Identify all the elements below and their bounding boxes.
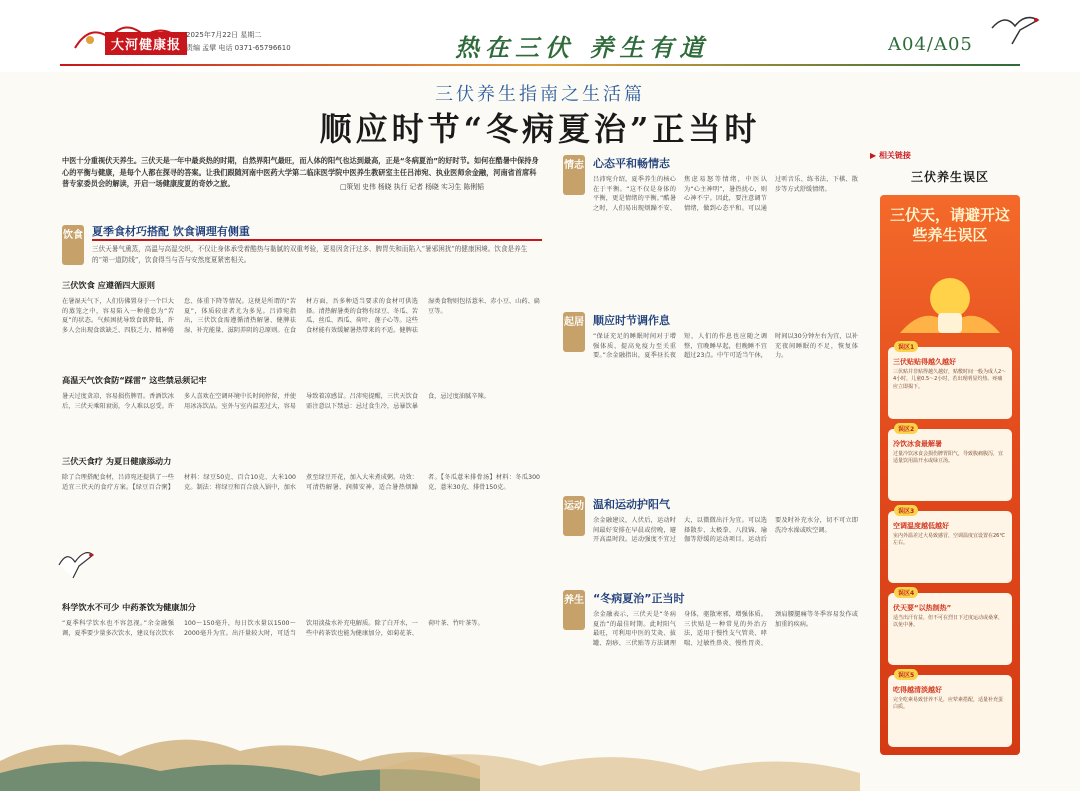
issue-date: 2025年7月22日 星期二	[186, 31, 262, 39]
health-text: 余金融表示，三伏天是“冬病夏治”的最佳时期。此时阳气最旺，可利用中医的艾灸、拔罐、刮痧、三伏贴等方法调理身体，驱散寒邪，增强体质。三伏贴是一种常见的外治方法，适用于慢性支气管炎、哮喘、过敏性鼻炎、慢性胃炎、颈肩腰腿痛等冬季容易发作或加重的疾病。	[593, 611, 858, 647]
diet-text-2: 暑天过度贪凉，容易损伤脾胃。香酒饮冰后，三伏天乘阳衰弱，令人难以忍受。许多人喜欢在空调环境中长时间停留，并使用冰冻饮品。室外与室内温差过大，容易导致着凉感冒。吕沛宛提醒，三伏天饮食需注意以下禁忌：忌过食生冷，忌暴饮暴食，忌过度油腻辛辣。	[62, 393, 490, 410]
myth-body: 适当出汗有益，但不可在烈日下过度运动或桑拿，以免中暑。	[893, 615, 1004, 629]
diet-block-2	[62, 375, 540, 460]
brand-logo: 大河健康报	[105, 32, 187, 55]
myth-title: 伏天要“以热制热”	[893, 604, 952, 612]
diet-text-1: 在暑湿天气下，人们仿佛置身于一个巨大的蒸笼之中，容易陷入一种倦怠为“苦夏”的状态。气候困扰导致食欲降低，许多人会出现食欲缺乏、四肢乏力、精神倦怠、体重下降等情况。这便是所谓的“苦夏”，体质较虚者尤为多见。吕沛宛指出，三伏饮食需遵循清热解暑、健脾祛湿、补充能量、滋阴养阴的总原则。在食材方面，吾多种适当要求的食材可供选择。清热解暑类的食物有绿豆、冬瓜、苦瓜、丝瓜、西瓜、荷叶、莲子心等。这些食材能有效缓解暑热带来的不适。健脾祛湿类食物则包括薏米、赤小豆、山药、扁豆等。	[62, 298, 540, 334]
crane-illustration-icon	[55, 540, 95, 580]
masthead-rule	[60, 64, 1020, 66]
myth-title: 三伏贴贴得越久越好	[893, 358, 956, 366]
page-number: A04/A05	[888, 34, 973, 55]
headline: 顺应时节“冬病夏治”正当时	[319, 110, 761, 148]
myth-body: 室内外温差过大易致感冒，空调温度宜设置在26℃左右。	[893, 533, 1005, 547]
diet-block-3	[62, 456, 540, 593]
myth-body: 过量冷饮冰食会损伤脾胃阳气，导致腹痛腹泻，宜适量饮用温开水或绿豆汤。	[893, 451, 1004, 465]
related-link-tag: ▶ 相关链接	[870, 151, 911, 160]
myth-card	[888, 344, 1012, 419]
section-badge-sleep: 起居	[563, 312, 585, 352]
page-slogan: 热在三伏 养生有道	[455, 33, 710, 62]
myth-title: 空调温度越低越好	[893, 522, 949, 530]
diet-intro: 三伏天暑气熏蒸，高温与高湿交织，不仅让身体承受着酷热与黏腻的双重考验，更易因贪汗过多、脾胃失和而陷入“暑邪困扰”的健康困境。饮食是养生的“第一道防线”，饮食得当与否与安然度夏紧密相关。	[92, 245, 528, 264]
diet-title: 夏季食材巧搭配 饮食调理有侧重	[92, 225, 250, 238]
myth-card	[888, 672, 1012, 747]
myth-tag: 误区3	[894, 505, 918, 516]
myth-card	[888, 508, 1012, 583]
section-badge-mood: 情志	[563, 155, 585, 195]
lead-paragraph: 中医十分重视伏天养生。三伏天是一年中最炎热的时期，自然界阳气最旺，而人体的阳气也达到最高，正是“冬病夏治”的好时节。如何在酷暑中保持身心的平衡与健康，是每个人都在探寻的答案。让我们跟随河南中医药大学第二临床医学院中医养生教研室主任吕沛宛、执业医师余金融，河南省首席科普专家委员会的解读，开启一场健康度夏的奇妙之旅。	[62, 156, 539, 189]
myth-title: 吃得越清淡越好	[893, 686, 942, 694]
section-badge-health: 养生	[563, 590, 585, 630]
diet-text-4: “夏季科学饮水也不容忽视。”余金融强调，夏季要少量多次饮水，建议每次饮水100～150毫升，每日饮水量以1500～2000毫升为宜。出汗量较大时，可适当饮用淡盐水补充电解质。除了白开水，一些中药茶饮也能为健康加分，如菊花茶、荷叶茶、竹叶茶等。	[62, 620, 484, 637]
mountain-landscape-illustration	[0, 711, 860, 791]
crane-icon	[990, 8, 1040, 48]
masthead	[0, 0, 1080, 72]
myth-card	[888, 426, 1012, 501]
myth-body: 三伏贴并非贴得越久越好，贴敷时间一般为成人2～4小时，儿童0.5～2小时，若出现明显灼热、疼痛应立即揭下。	[893, 369, 1007, 390]
section-badge-diet: 饮食	[62, 225, 84, 265]
section-badge-exercise: 运动	[563, 496, 585, 536]
exercise-text: 余金融建议，人伏后，运动时间最好安排在早晨或傍晚，避开高温时段。运动强度不宜过大，以微微出汗为宜。可以选择散步、太极拳、八段锦、瑜伽等舒缓的运动项目。运动后要及时补充水分，切不可立即洗冷水澡或吹空调。	[593, 517, 858, 544]
diet-block-4	[62, 602, 540, 699]
diet-block-1	[62, 280, 540, 375]
myth-tag: 误区1	[894, 341, 918, 352]
myth-title: 冷饮冰食最解暑	[893, 440, 942, 448]
myth-tag: 误区2	[894, 423, 918, 434]
mood-title: 心态平和畅情志	[593, 157, 670, 170]
editor-line: 责编 孟擘 电话 0371-65796610	[186, 44, 291, 52]
poster-headline: 三伏天，请避开这些养生误区	[889, 206, 1010, 245]
byline: □策划 史伟 杨晓 执行 记者 杨晓 实习生 陈俐韬	[340, 183, 484, 191]
sleep-text: “保证充足的睡眠时间对于增强体质、提高免疫力至关重要。”余金融指出，夏季昼长夜短，人们的作息也应随之调整，宜晚睡早起，但晚睡不宜超过23点。中午可适当午休，时间以30分钟左右为宜，以补充夜间睡眠的不足，恢复体力。	[593, 333, 858, 360]
sleep-title: 顺应时节调作息	[593, 314, 670, 327]
diet-subheading-4: 科学饮水不可少 中药茶饮为健康加分	[62, 602, 196, 612]
diet-text-3: 除了合理搭配食材，吕沛宛还提供了一些适宜三伏天的食疗方案。【绿豆百合粥】材料：绿豆50克、百合10克、大米100克。制法：将绿豆和百合放入锅中，加水煮至绿豆开花，加入大米煮成粥。功效：可清热解暑、润肺安神，适合暑热烦躁者。【冬瓜薏米排骨汤】材料：冬瓜300克、薏米30克、排骨150克。	[62, 474, 540, 491]
myth-tag: 误区5	[894, 669, 918, 680]
sun-illustration-icon	[890, 263, 1010, 341]
sidebar	[870, 150, 1030, 760]
myths-poster	[880, 195, 1020, 755]
diet-title-rule	[92, 239, 542, 241]
mood-text: 吕沛宛介绍，夏季养生的核心在于平衡。“这不仅是身体的平衡，更是情绪的平衡。”酷暑之时，人们易出现烦躁不安、焦虑易怒等情绪，中医认为“心主神明”，暑热扰心，则心神不宁。因此，要注意调节情绪，做到心态平和。可以通过听音乐、练书法、下棋、散步等方式舒缓情绪。	[593, 176, 858, 212]
sidebar-title: 三伏养生误区	[910, 170, 989, 184]
myth-tag: 误区4	[894, 587, 918, 598]
kicker: 三伏养生指南之生活篇	[435, 84, 645, 105]
myth-card	[888, 590, 1012, 665]
diet-subheading-3: 三伏天食疗 为夏日健康添动力	[62, 456, 172, 466]
myth-body: 完全吃素易致营养不足，应荤素搭配，适量补充蛋白质。	[893, 697, 1004, 711]
health-title: “冬病夏治”正当时	[593, 592, 685, 605]
diet-subheading-1: 三伏饮食 应遵循四大原则	[62, 280, 155, 290]
exercise-title: 温和运动护阳气	[593, 498, 670, 511]
diet-subheading-2: 高温天气饮食防“踩雷” 这些禁忌须记牢	[62, 375, 207, 385]
